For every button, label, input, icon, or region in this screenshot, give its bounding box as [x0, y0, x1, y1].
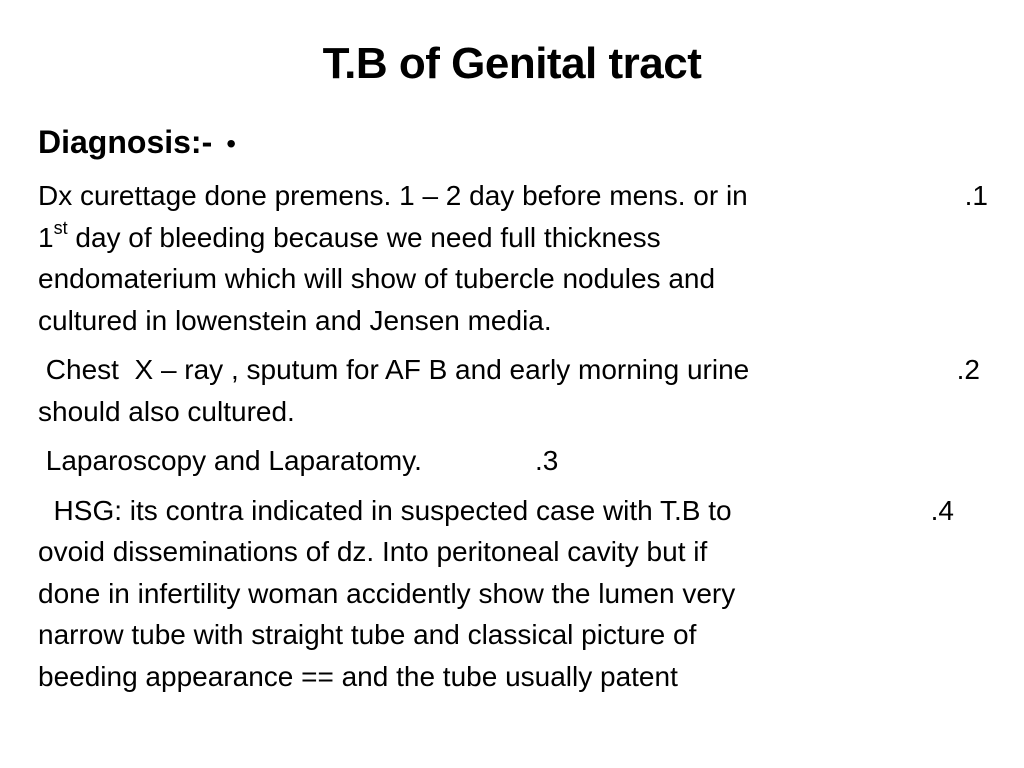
item-3-number: .3: [535, 445, 559, 476]
list-item-2: [38, 349, 988, 432]
item-4-line-3: done in infertility woman accidently show the lumen very: [38, 577, 736, 609]
item-1-line-2-text: day of bleeding because we need full thickness: [67, 221, 661, 253]
item-4-line-4: narrow tube with straight tube and classical picture of: [38, 619, 697, 650]
item-4-line-1: HSG: its contra indicated in suspected case with T.B to: [38, 494, 732, 526]
item-1-line-2: [38, 217, 988, 259]
heading-text: Diagnosis:-: [38, 124, 213, 160]
slide-title: T.B of Genital tract: [322, 39, 702, 88]
slide-body: [38, 175, 988, 705]
ordinal-suffix: st: [53, 218, 68, 239]
item-2-number: .2: [956, 354, 980, 385]
list-item-3: [38, 440, 988, 482]
item-1-line-1: Dx curettage done premens. 1 – 2 day before mens. or in: [38, 180, 748, 211]
list-item-1: [38, 175, 988, 341]
item-3-line-1: Laparoscopy and Laparatomy.: [38, 445, 422, 476]
item-1-line-3: endomaterium which will show of tubercle nodules and: [38, 263, 716, 294]
list-item-4: [38, 490, 988, 698]
item-4-number: .4: [930, 494, 954, 526]
item-1-line-4: cultured in lowenstein and Jensen media.: [38, 304, 552, 336]
item-4-line-2: ovoid disseminations of dz. Into peritoneal cavity but if: [38, 536, 708, 567]
section-heading: [38, 122, 236, 164]
item-1-number: .1: [964, 180, 988, 211]
item-4-line-5: beeding appearance == and the tube usually patent: [38, 660, 678, 692]
ordinal-number: 1: [38, 221, 54, 253]
item-2-line-2: should also cultured.: [38, 395, 295, 427]
item-2-line-1: Chest X – ray , sputum for AF B and early morning urine: [38, 354, 750, 385]
bullet-icon: •: [226, 128, 237, 159]
